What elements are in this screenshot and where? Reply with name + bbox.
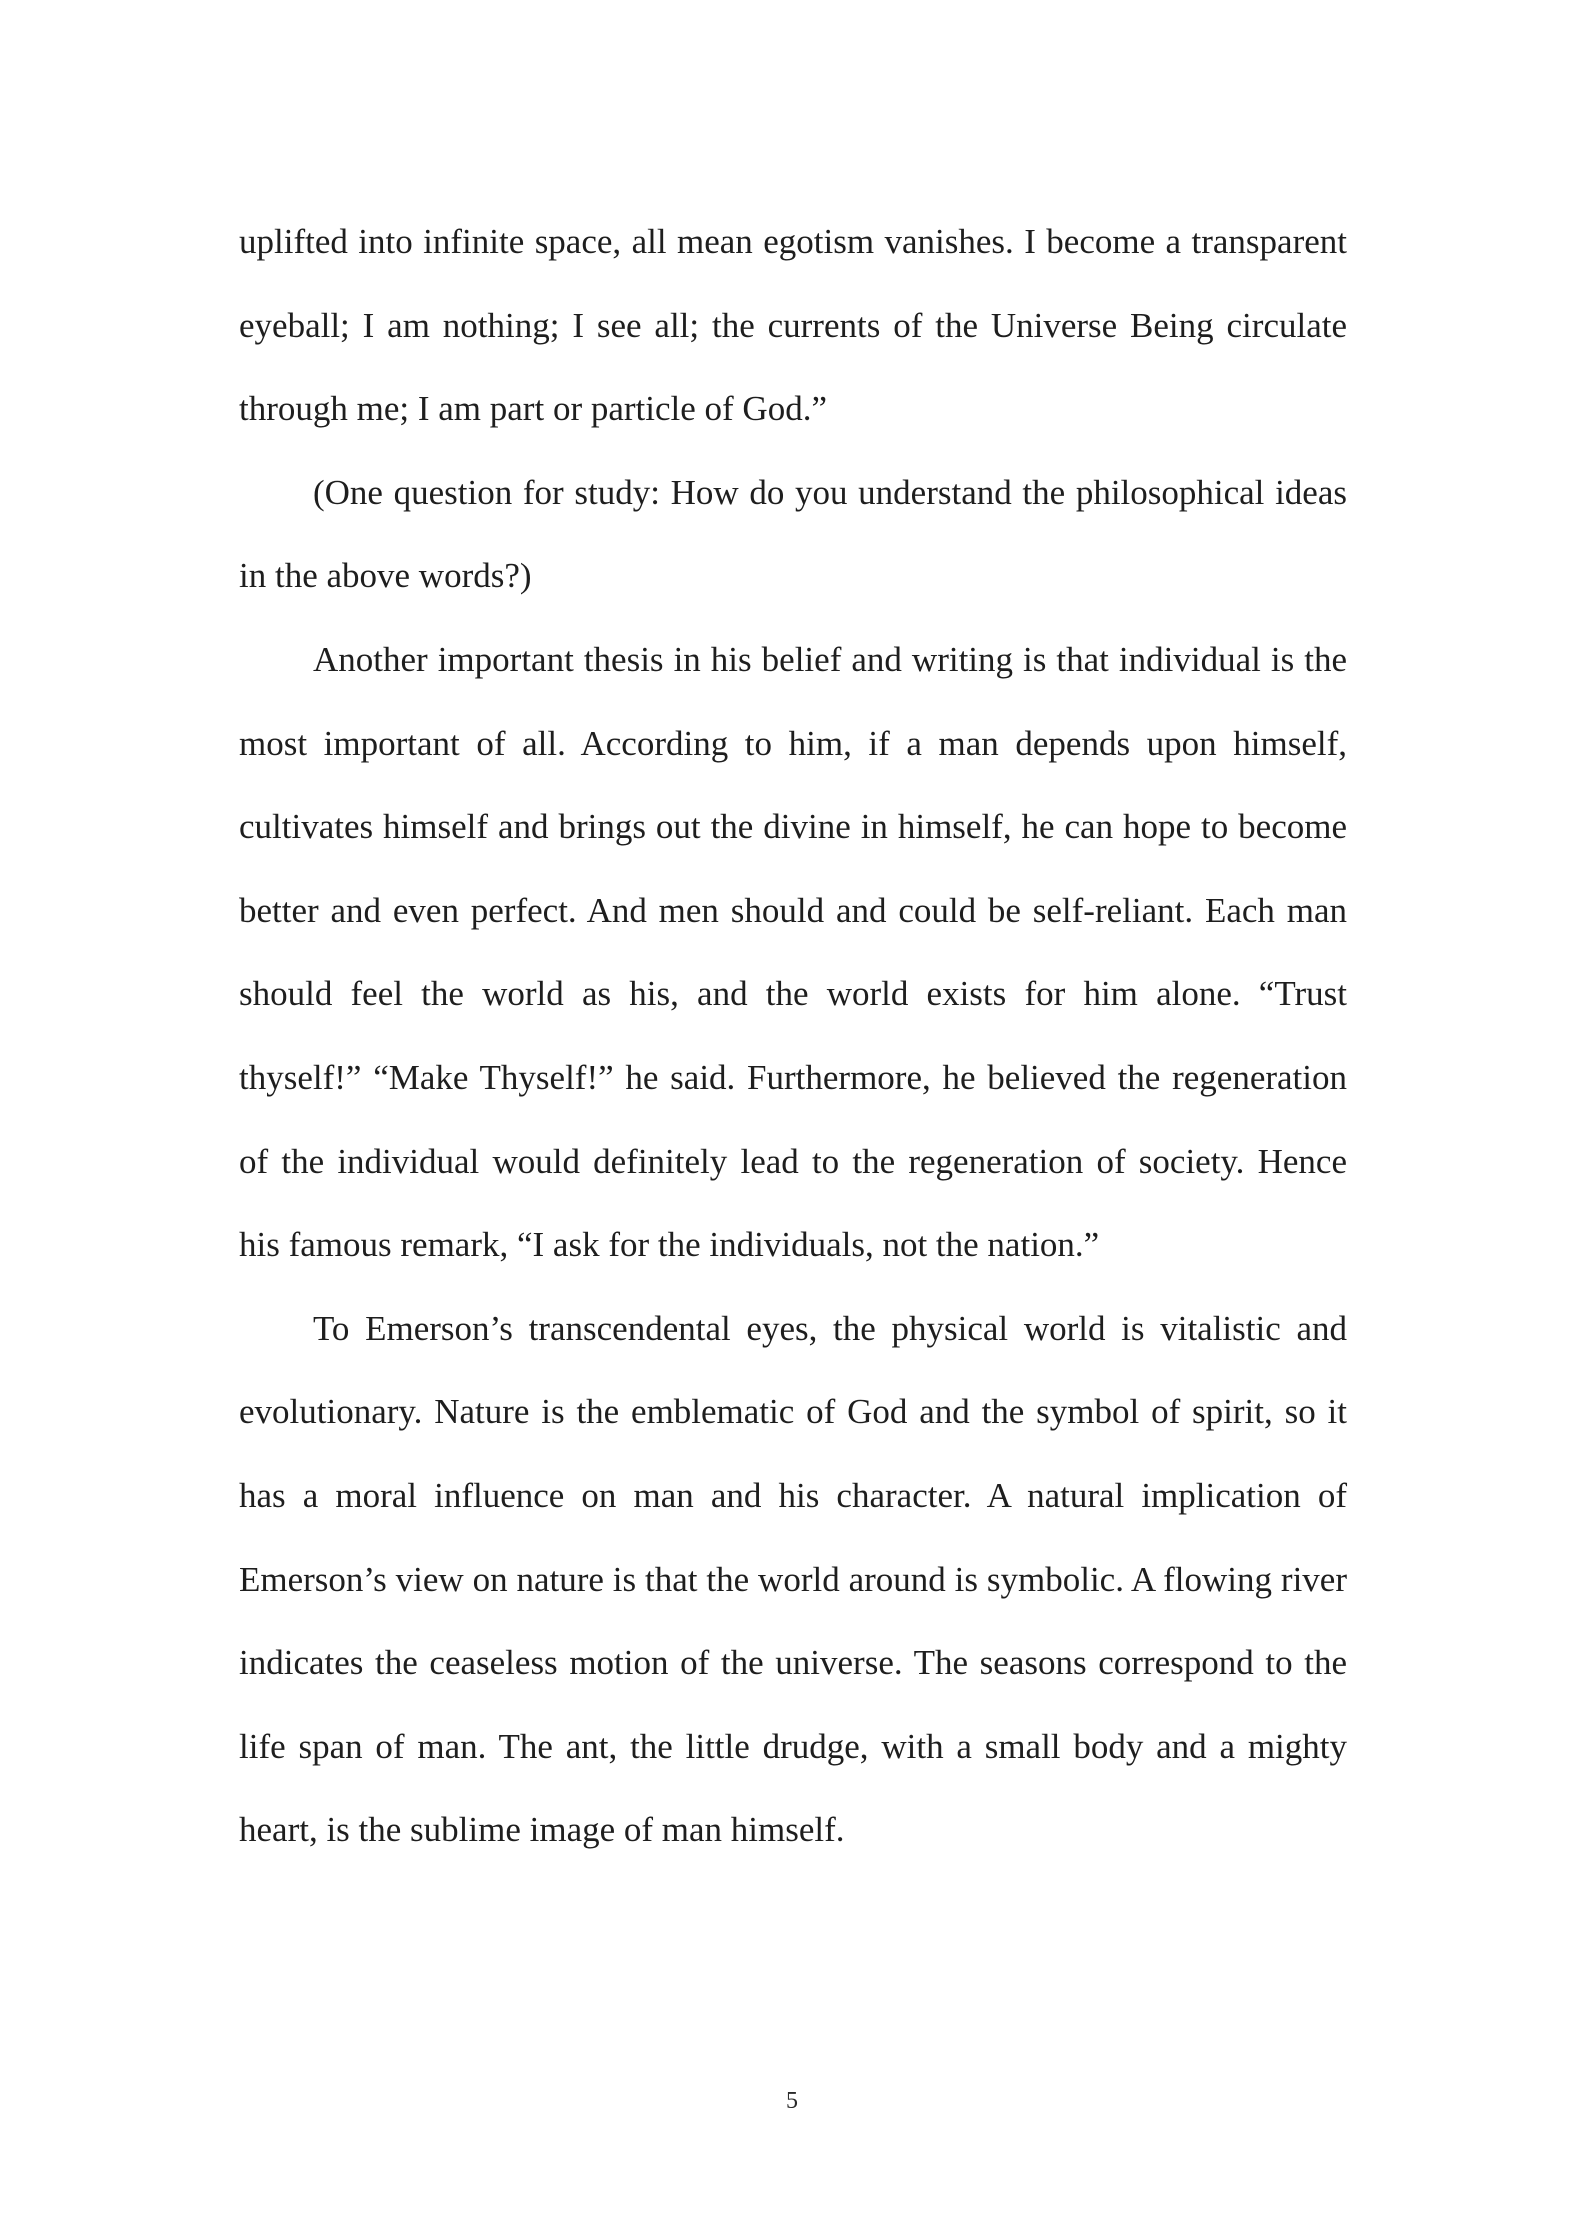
paragraph-nature-symbolism: To Emerson’s transcendental eyes, the physical world is vitalistic and evolutionary. Nature is the emblematic of God and the symbol of spirit, so it has a moral influence on man and his character. A natural implication of Emerson’s view on nature is that the world around is symbolic. A flowing river indicates the ceaseless motion of the universe. The seasons correspond to the life span of man. The ant, the little drudge, with a small body and a mighty heart, is the sublime image of man himself.	[239, 1308, 1347, 1850]
paragraph-study-question: (One question for study: How do you understand the philosophical ideas in the above words?)	[239, 472, 1347, 596]
paragraph-quote-continuation: uplifted into infinite space, all mean egotism vanishes. I become a transparent eyeball; I am nothing; I see all; the currents of the Universe Being circulate through me; I am part or particle of God.”	[239, 222, 1347, 429]
paragraph-individualism: Another important thesis in his belief and writing is that individual is the most important of all. According to him, if a man depends upon himself, cultivates himself and brings out the divine in himself, he can hope to become better and even perfect. And men should and could be self-reliant. Each man should feel the world as his, and the world exists for him alone. “Trust thyself!” “Make Thyself!” he said. Furthermore, he believed the regeneration of the individual would definitely lead to the regeneration of society. Hence his famous remark, “I ask for the individuals, not the nation.”	[239, 639, 1347, 1265]
page-number: 5	[786, 2088, 798, 2114]
body-text	[239, 200, 1347, 1872]
